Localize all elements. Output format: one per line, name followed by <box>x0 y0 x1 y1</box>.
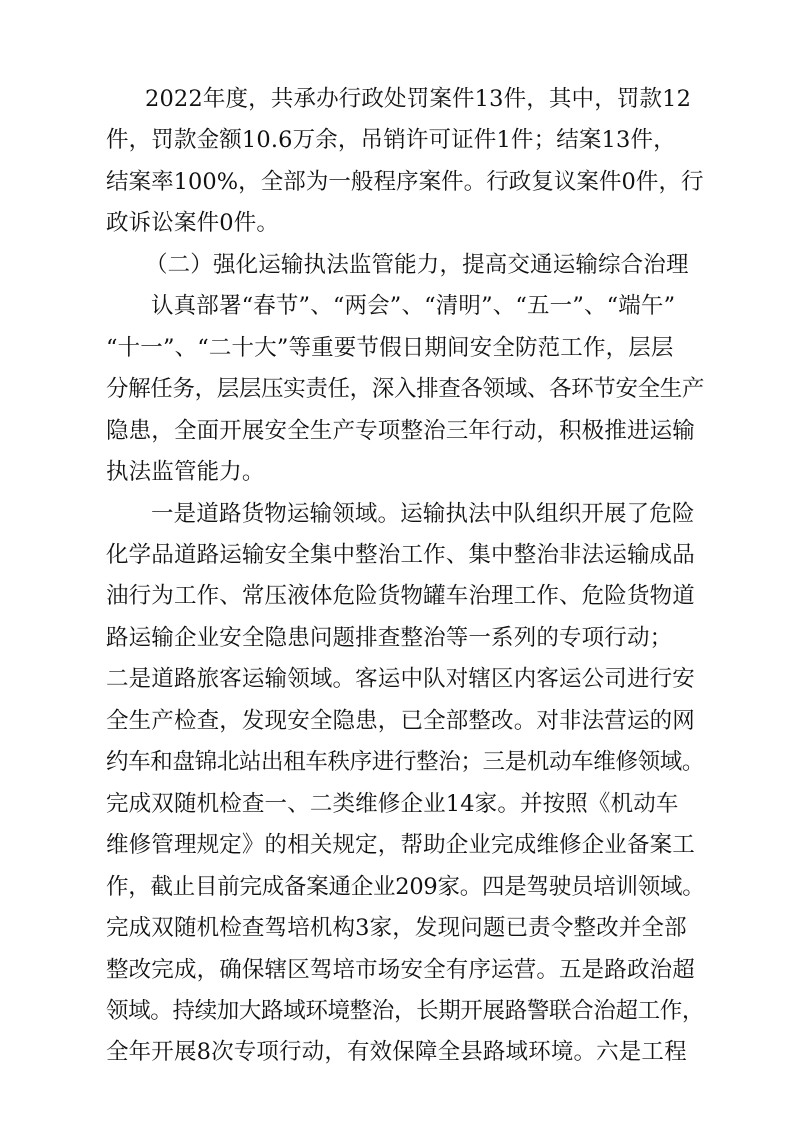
paragraph-line: 分解任务，层层压实责任，深入排查各领域、各环节安全生产 <box>106 376 705 402</box>
paragraph-line: 执法监管能力。 <box>106 459 265 485</box>
paragraph-line: 件，罚款金额10.6万余，吊销许可证件1件；结案13件， <box>106 127 676 153</box>
paragraph-line: 化学品道路运输安全集中整治工作、集中整治非法运输成品 <box>106 542 695 568</box>
paragraph-line: 作，截止目前完成备案通企业209家。四是驾驶员培训领域。 <box>106 874 705 900</box>
paragraph-line: 结案率100%，全部为一般程序案件。行政复议案件0件，行 <box>106 169 704 195</box>
paragraph-line: 油行为工作、常压液体危险货物罐车治理工作、危险货物道 <box>106 583 695 609</box>
paragraph-line: 全年开展8次专项行动，有效保障全县路域环境。六是工程 <box>106 1039 687 1065</box>
paragraph-line: 认真部署“春节”、“两会”、“清明”、“五一”、“端午” <box>151 293 676 319</box>
paragraph-line: 路运输企业安全隐患问题排查整治等一系列的专项行动； <box>106 625 673 651</box>
paragraph-line: 维修管理规定》的相关规定，帮助企业完成维修企业备案工 <box>106 832 695 858</box>
paragraph-line: 完成双随机检查驾培机构3家，发现问题已责令整改并全部 <box>106 915 687 941</box>
paragraph-line: “十一”、“二十大”等重要节假日期间安全防范工作，层层 <box>106 335 674 361</box>
paragraph-line: 完成双随机检查一、二类维修企业14家。并按照《机动车 <box>106 791 679 817</box>
paragraph-line: 一是道路货物运输领域。运输执法中队组织开展了危险 <box>151 501 695 527</box>
paragraph-line: 全生产检查，发现安全隐患，已全部整改。对非法营运的网 <box>106 708 695 734</box>
paragraph-line: 约车和盘锦北站出租车秩序进行整治；三是机动车维修领域。 <box>106 749 705 775</box>
paragraph-line: 领域。持续加大路域环境整治，长期开展路警联合治超工作， <box>106 998 705 1024</box>
paragraph-line: 隐患，全面开展安全生产专项整治三年行动，积极推进运输 <box>106 418 695 444</box>
paragraph-line: 二是道路旅客运输领域。客运中队对辖区内客运公司进行安 <box>106 666 695 692</box>
paragraph-line: 整改完成，确保辖区驾培市场安全有序运营。五是路政治超 <box>106 957 695 983</box>
paragraph-line: 政诉讼案件0件。 <box>106 210 280 236</box>
paragraph-line: 2022年度，共承办行政处罚案件13件，其中，罚款12 <box>145 86 692 112</box>
section-heading: （二）强化运输执法监管能力，提高交通运输综合治理 <box>145 252 689 278</box>
